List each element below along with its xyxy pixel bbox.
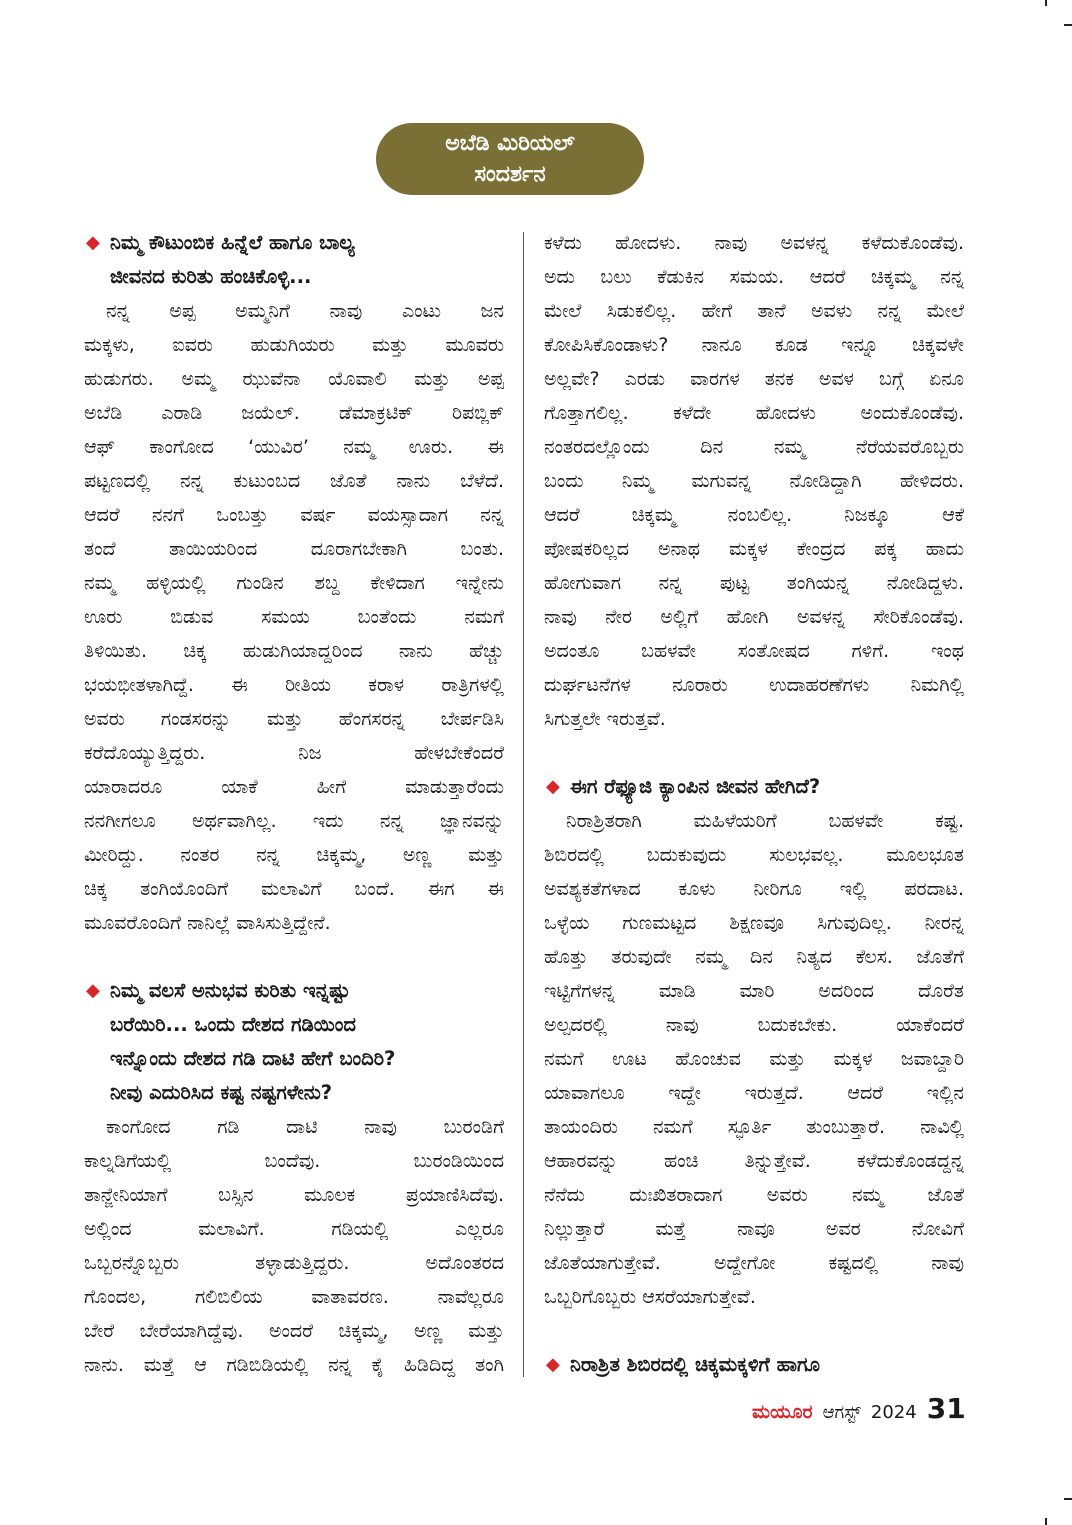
left-column	[84, 226, 504, 1382]
title-line-2: ಸಂದರ್ಶನ	[474, 162, 546, 187]
diamond-bullet-icon: ◆	[86, 232, 100, 253]
question-1: ◆ ನಿಮ್ಮ ಕೌಟುಂಬಿಕ ಹಿನ್ನೆಲೆ ಹಾಗೂ ಬಾಲ್ಯ ಜೀವನದ ಕುರಿತು ಹಂಚಿಕೊಳ್ಳಿ...	[84, 226, 504, 294]
title-line-1: ಅಬೆಡಿ ಮಿರಿಯಲ್	[445, 131, 575, 156]
magazine-brand: ಮಯೂರ	[752, 1401, 813, 1423]
answer-1: ನನ್ನ ಅಪ್ಪ ಅಮ್ಮನಿಗೆ ನಾವು ಎಂಟು ಜನ ಮಕ್ಕಳು, ಐವರು ಹುಡುಗಿಯರು ಮತ್ತು ಮೂವರು ಹುಡುಗರು. ಅಮ್ಮ ಝುವೆನಾ ಯೊವಾಲಿ ಮತ್ತು ಅಪ್ಪ ಅಬೆಡಿ ಎರಾಡಿ ಜಯೆಲ್. ಡೆಮಾಕ್ರಟಿಕ್ ರಿಪಬ್ಲಿಕ್ ಆಫ್ ಕಾಂಗೋದ ‘ಯುವಿರ’ ನಮ್ಮ ಊರು. ಈ ಪಟ್ಟಣದಲ್ಲಿ ನನ್ನ ಕುಟುಂಬದ ಜೊತೆ ನಾನು ಬೆಳೆದೆ. ಆದರೆ ನನಗೆ ಒಂಬತ್ತು ವರ್ಷ ವಯಸ್ಸಾದಾಗ ನನ್ನ ತಂದೆ ತಾಯಿಯರಿಂದ ದೂರಾಗಬೇಕಾಗಿ ಬಂತು. ನಮ್ಮ ಹಳ್ಳಿಯಲ್ಲಿ ಗುಂಡಿನ ಶಬ್ದ ಕೇಳಿದಾಗ ಇನ್ನೇನು ಊರು ಬಿಡುವ ಸಮಯ ಬಂತೆಂದು ನಮಗೆ ತಿಳಿಯಿತು. ಚಿಕ್ಕ ಹುಡುಗಿಯಾದ್ದರಿಂದ ನಾನು ಹೆಚ್ಚು ಭಯಭೀತಳಾಗಿದ್ದೆ. ಈ ರೀತಿಯ ಕರಾಳ ರಾತ್ರಿಗಳಲ್ಲಿ ಅವರು ಗಂಡಸರನ್ನು ಮತ್ತು ಹೆಂಗಸರನ್ನ ಬೇರ್ಪಡಿಸಿ ಕರೆದೊಯ್ಯುತ್ತಿದ್ದರು. ನಿಜ ಹೇಳಬೇಕೆಂದರೆ ಯಾರಾದರೂ ಯಾಕೆ ಹೀಗೆ ಮಾಡುತ್ತಾರೆಂದು ನನಗೀಗಲೂ ಅರ್ಥವಾಗಿಲ್ಲ. ಇದು ನನ್ನ ಜ್ಞಾನವನ್ನು ಮೀರಿದ್ದು. ನಂತರ ನನ್ನ ಚಿಕ್ಕಮ್ಮ, ಅಣ್ಣ ಮತ್ತು ಚಿಕ್ಕ ತಂಗಿಯೊಂದಿಗೆ ಮಲಾವಿಗೆ ಬಂದೆ. ಈಗ ಈ ಮೂವರೊಂದಿಗೆ ನಾನಿಲ್ಲೆ ವಾಸಿಸುತ್ತಿದ್ದೇನೆ.	[84, 300, 504, 934]
right-column	[544, 226, 964, 1382]
column-divider	[523, 232, 524, 1377]
crop-mark-right-bottom	[1064, 1498, 1072, 1500]
issue-month: ಆಗಸ್ಟ್	[822, 1402, 861, 1423]
crop-mark-bottom-right	[1045, 1518, 1047, 1525]
question-2: ◆ ನಿಮ್ಮ ವಲಸೆ ಅನುಭವ ಕುರಿತು ಇನ್ನಷ್ಟು ಬರೆಯಿರಿ... ಒಂದು ದೇಶದ ಗಡಿಯಿಂದ ಇನ್ನೊಂದು ದೇಶದ ಗಡಿ ದಾಟಿ ಹೇಗೆ ಬಂದಿರಿ? ನೀವು ಎದುರಿಸಿದ ಕಷ್ಟ ನಷ್ಟಗಳೇನು?	[84, 974, 504, 1110]
section-title-badge	[376, 123, 644, 195]
diamond-bullet-icon: ◆	[546, 1354, 560, 1375]
diamond-bullet-icon: ◆	[86, 980, 100, 1001]
page-number: 31	[926, 1392, 966, 1425]
diamond-bullet-icon: ◆	[546, 776, 560, 797]
crop-mark-right-top	[1064, 24, 1072, 26]
page-footer	[752, 1392, 966, 1428]
issue-year: 2024	[870, 1402, 917, 1423]
answer-3: ನಿರಾಶ್ರಿತರಾಗಿ ಮಹಿಳೆಯರಿಗೆ ಬಹಳವೇ ಕಷ್ಟ. ಶಿಬಿರದಲ್ಲಿ ಬದುಕುವುದು ಸುಲಭವಲ್ಲ. ಮೂಲಭೂತ ಅವಶ್ಯಕತೆಗಳಾದ ಕೂಳು ನೀರಿಗೂ ಇಲ್ಲಿ ಪರದಾಟ. ಒಳ್ಳೆಯ ಗುಣಮಟ್ಟದ ಶಿಕ್ಷಣವೂ ಸಿಗುವುದಿಲ್ಲ. ನೀರನ್ನ ಹೊತ್ತು ತರುವುದೇ ನಮ್ಮ ದಿನ ನಿತ್ಯದ ಕೆಲಸ. ಜೊತೆಗೆ ಇಟ್ಟಿಗೆಗಳನ್ನ ಮಾಡಿ ಮಾರಿ ಅದರಿಂದ ದೊರೆತ ಅಲ್ಪದರಲ್ಲಿ ನಾವು ಬದುಕಬೇಕು. ಯಾಕೆಂದರೆ ನಮಗೆ ಊಟ ಹೊಂಚುವ ಮತ್ತು ಮಕ್ಕಳ ಜವಾಬ್ದಾರಿ ಯಾವಾಗಲೂ ಇದ್ದೇ ಇರುತ್ತದೆ. ಆದರೆ ಇಲ್ಲಿನ ತಾಯಂದಿರು ನಮಗೆ ಸ್ಫೂರ್ತಿ ತುಂಬುತ್ತಾರೆ. ನಾವಿಲ್ಲಿ ಆಹಾರವನ್ನು ಹಂಚಿ ತಿನ್ನುತ್ತೇವೆ. ಕಳೆದುಕೊಂಡದ್ದನ್ನ ನೆನೆದು ದುಃಖಿತರಾದಾಗ ಅವರು ನಮ್ಮ ಜೊತೆ ನಿಲ್ಲುತ್ತಾರೆ ಮತ್ತೆ ನಾವೂ ಅವರ ನೋವಿಗೆ ಜೊತೆಯಾಗುತ್ತೇವೆ. ಅದ್ದೇಗೋ ಕಷ್ಟದಲ್ಲಿ ನಾವು ಒಬ್ಬರಿಗೊಬ್ಬರು ಆಸರೆಯಾಗುತ್ತೇವೆ.	[544, 810, 964, 1308]
question-3: ◆ ಈಗ ರೆಫ್ಯೂಜಿ ಕ್ಯಾಂಪಿನ ಜೀವನ ಹೇಗಿದೆ?	[544, 770, 964, 804]
answer-2: ಕಾಂಗೋದ ಗಡಿ ದಾಟಿ ನಾವು ಬುರಂಡಿಗೆ ಕಾಲ್ನಡಿಗೆಯಲ್ಲಿ ಬಂದೆವು. ಬುರಂಡಿಯಿಂದ ತಾನ್ಜೇನಿಯಾಗೆ ಬಸ್ಸಿನ ಮೂಲಕ ಪ್ರಯಾಣಿಸಿದೆವು. ಅಲ್ಲಿಂದ ಮಲಾವಿಗೆ. ಗಡಿಯಲ್ಲಿ ಎಲ್ಲರೂ ಒಬ್ಬರನ್ನೊಬ್ಬರು ತಳ್ಳಾಡುತ್ತಿದ್ದರು. ಅದೊಂತರದ ಗೊಂದಲ, ಗಲಿಬಿಲಿಯ ವಾತಾವರಣ. ನಾವೆಲ್ಲರೂ ಬೇರೆ ಬೇರೆಯಾಗಿದ್ದೆವು. ಅಂದರೆ ಚಿಕ್ಕಮ್ಮ, ಅಣ್ಣ ಮತ್ತು ನಾನು. ಮತ್ತೆ ಆ ಗಡಿಬಿಡಿಯಲ್ಲಿ ನನ್ನ ಕೈ ಹಿಡಿದಿದ್ದ ತಂಗಿ	[84, 1116, 504, 1376]
answer-2-continued: ಕಳೆದು ಹೋದಳು. ನಾವು ಅವಳನ್ನ ಕಳೆದುಕೊಂಡೆವು. ಅದು ಬಲು ಕೆಡುಕಿನ ಸಮಯ. ಆದರೆ ಚಿಕ್ಕಮ್ಮ ನನ್ನ ಮೇಲೆ ಸಿಡುಕಲಿಲ್ಲ. ಹೇಗೆ ತಾನೆ ಅವಳು ನನ್ನ ಮೇಲೆ ಕೋಪಿಸಿಕೊಂಡಾಳು? ನಾನೂ ಕೂಡ ಇನ್ನೂ ಚಿಕ್ಕವಳೇ ಅಲ್ಲವೇ? ಎರಡು ವಾರಗಳ ತನಕ ಅವಳ ಬಗ್ಗೆ ಏನೂ ಗೊತ್ತಾಗಲಿಲ್ಲ. ಕಳೆದೇ ಹೋದಳು ಅಂದುಕೊಂಡೆವು. ನಂತರದಲ್ಲೊಂದು ದಿನ ನಮ್ಮ ನೆರೆಯವರೊಬ್ಬರು ಬಂದು ನಿಮ್ಮ ಮಗುವನ್ನ ನೋಡಿದ್ದಾಗಿ ಹೇಳಿದರು. ಆದರೆ ಚಿಕ್ಕಮ್ಮ ನಂಬಲಿಲ್ಲ. ನಿಜಕ್ಕೂ ಆಕೆ ಪೋಷಕರಿಲ್ಲದ ಅನಾಥ ಮಕ್ಕಳ ಕೇಂದ್ರದ ಪಕ್ಕ ಹಾದು ಹೋಗುವಾಗ ನನ್ನ ಪುಟ್ಟ ತಂಗಿಯನ್ನ ನೋಡಿದ್ದಳು. ನಾವು ನೇರ ಅಲ್ಲಿಗೆ ಹೋಗಿ ಅವಳನ್ನ ಸೇರಿಕೊಂಡೆವು. ಅದಂತೂ ಬಹಳವೇ ಸಂತೋಷದ ಗಳಿಗೆ. ಇಂಥ ದುರ್ಘಟನೆಗಳ ನೂರಾರು ಉದಾಹರಣೆಗಳು ನಿಮಗಿಲ್ಲಿ ಸಿಗುತ್ತಲೇ ಇರುತ್ತವೆ.	[544, 232, 964, 730]
crop-mark-top-right	[1045, 0, 1047, 6]
question-4: ◆ ನಿರಾಶ್ರಿತ ಶಿಬಿರದಲ್ಲಿ ಚಿಕ್ಕಮಕ್ಕಳಿಗೆ ಹಾಗೂ	[544, 1348, 964, 1382]
